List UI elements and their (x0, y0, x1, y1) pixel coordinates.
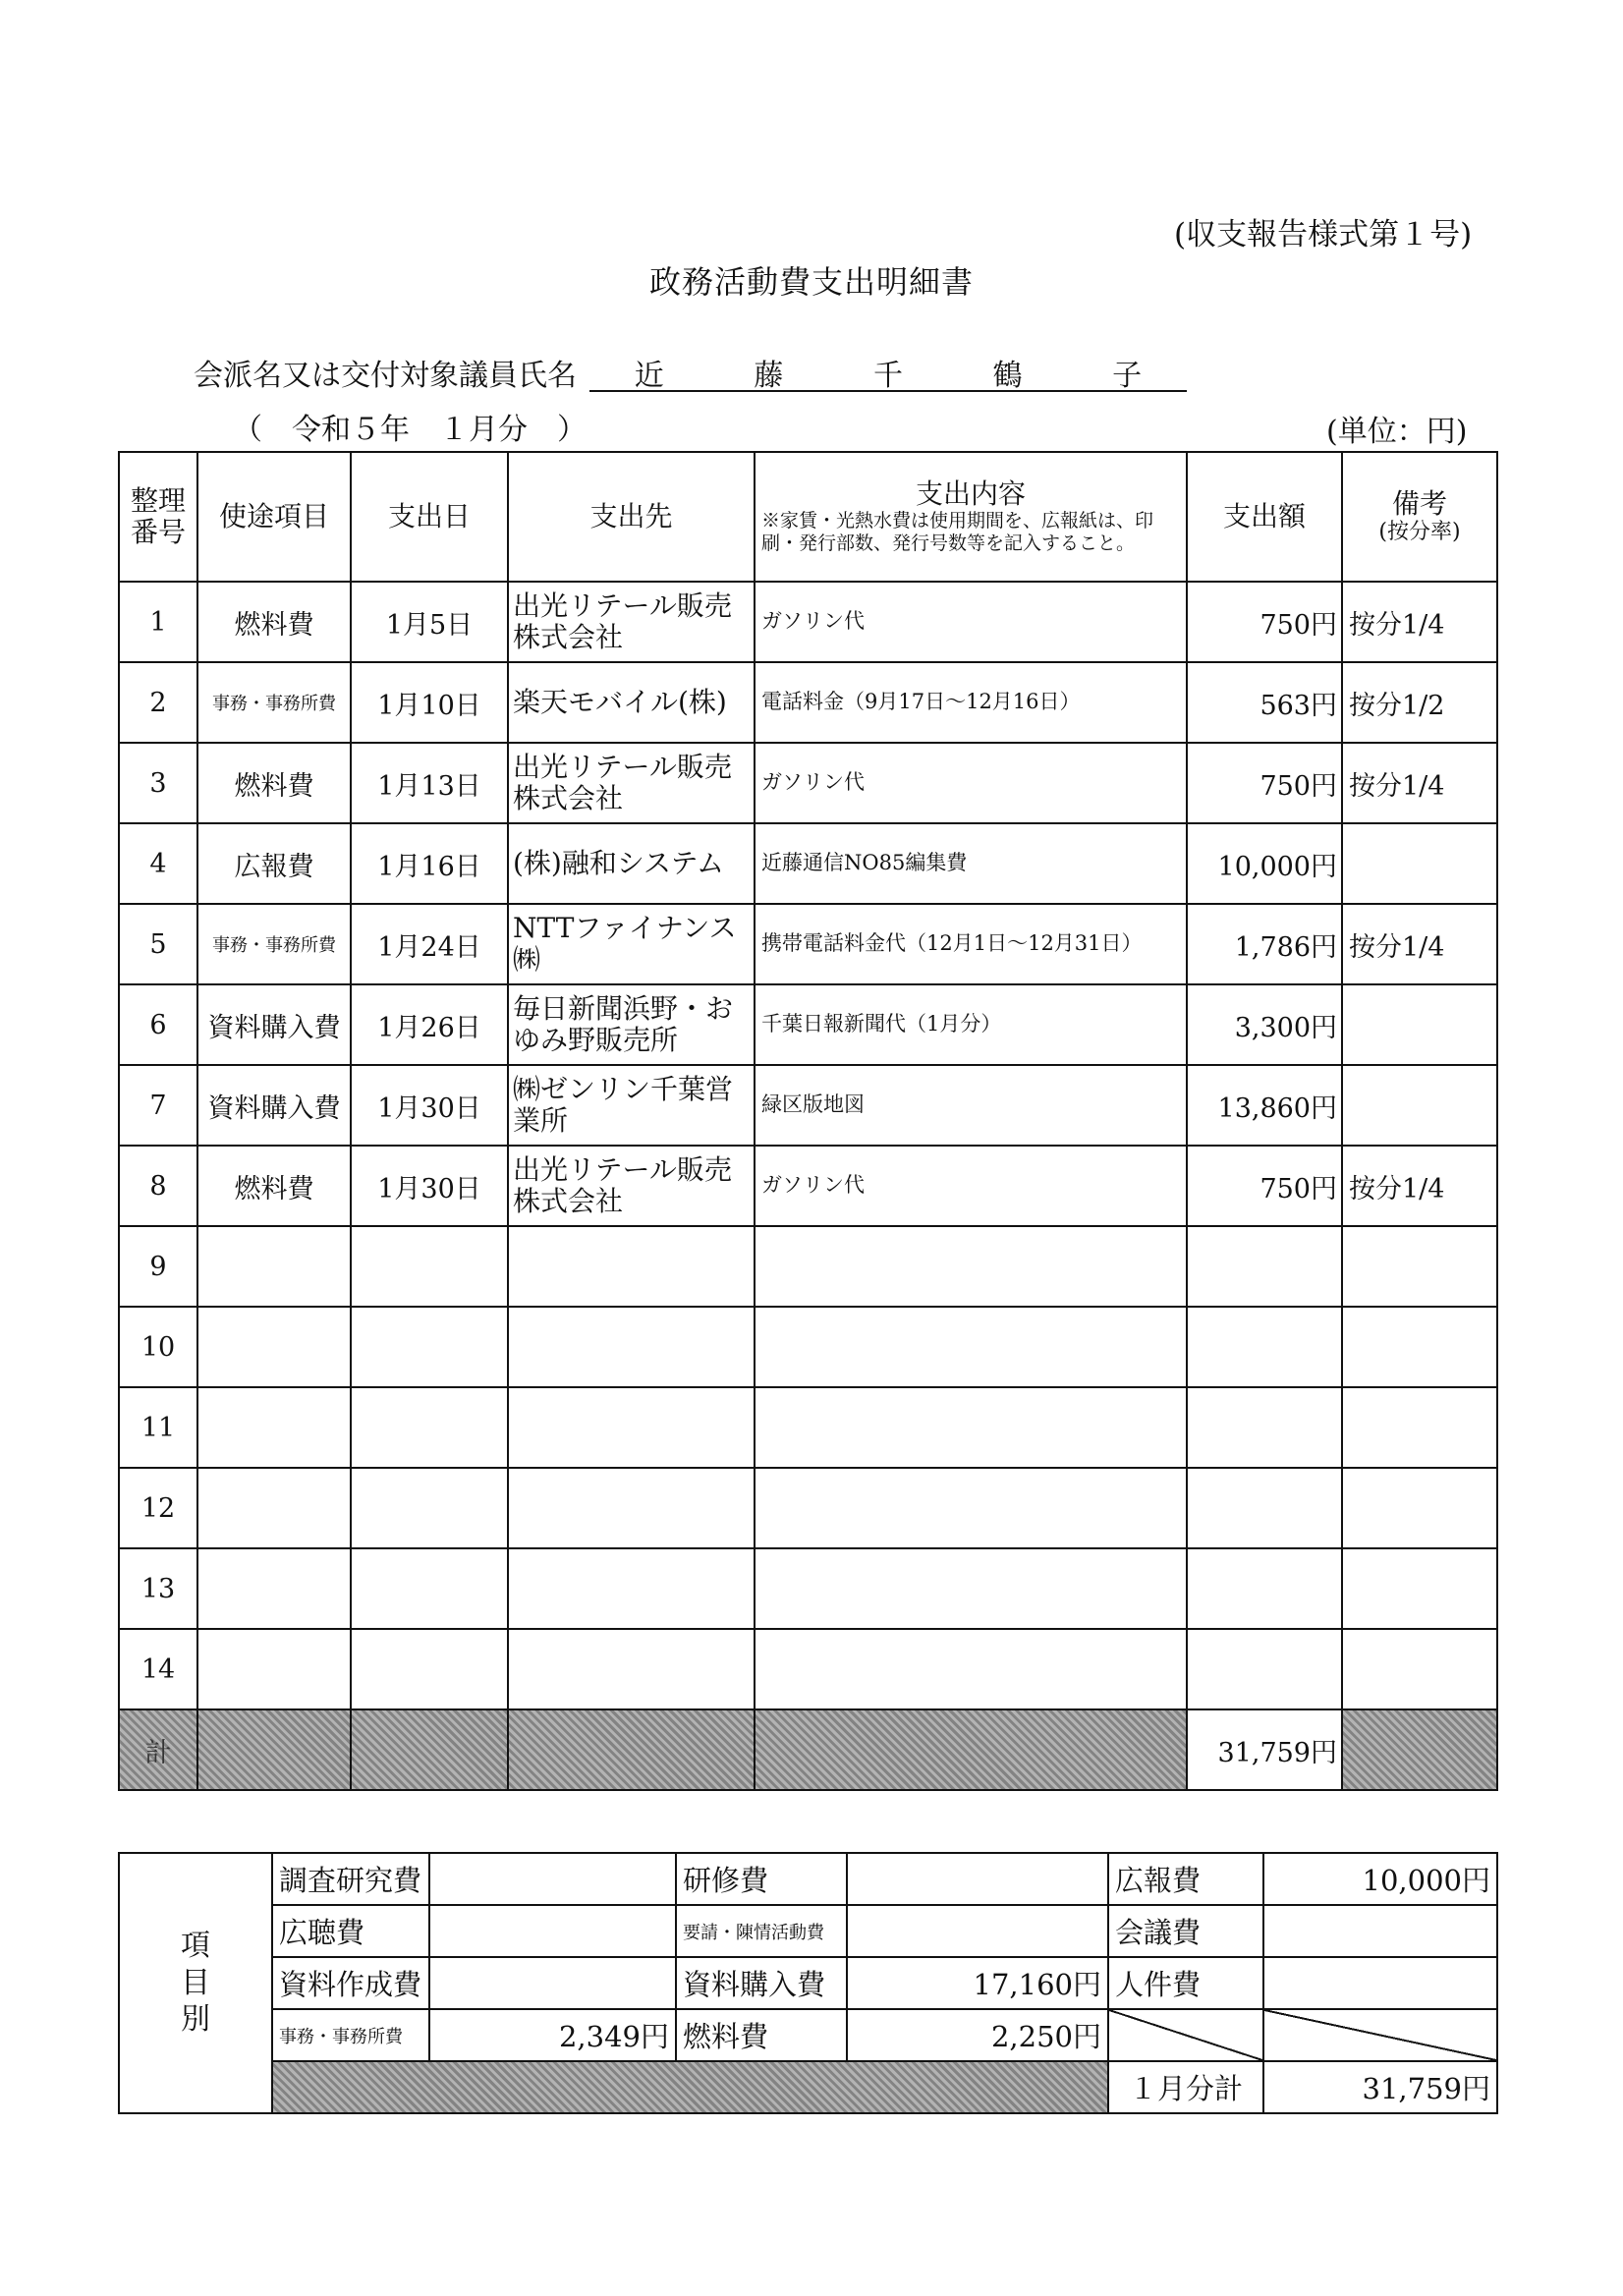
materials-purchase-value: 17,160円 (847, 1957, 1108, 2009)
table-row (119, 662, 1497, 743)
row-payee: ㈱ゼンリン千葉営業所 (508, 1065, 755, 1146)
row-cell (351, 1468, 508, 1548)
fuel-value: 2,250円 (847, 2009, 1108, 2061)
row-no: 12 (119, 1468, 197, 1548)
row-note (1342, 823, 1497, 904)
row-content: 緑区版地図 (755, 1065, 1187, 1146)
summary-side-label (119, 1853, 272, 2113)
row-cell (508, 1548, 755, 1629)
row-cell (1342, 1548, 1497, 1629)
row-date: 1月16日 (351, 823, 508, 904)
row-no: 3 (119, 743, 197, 823)
table-row (119, 984, 1497, 1065)
row-date: 1月30日 (351, 1146, 508, 1226)
row-no: 13 (119, 1548, 197, 1629)
office-label: 事務・事務所費 (272, 2009, 429, 2061)
petition-value (847, 1905, 1108, 1957)
member-name (589, 351, 1187, 392)
row-payee: (株)融和システム (508, 823, 755, 904)
name-char: 鶴 (992, 359, 1023, 393)
row-cell (197, 1629, 351, 1709)
member-name-label: 会派名又は交付対象議員氏名 (194, 359, 577, 393)
header-no: 整理番号 (119, 452, 197, 582)
materials-prep-label: 資料作成費 (272, 1957, 429, 2009)
materials-prep-value (429, 1957, 676, 2009)
meeting-label: 会議費 (1108, 1905, 1263, 1957)
row-note: 按分1/4 (1342, 904, 1497, 984)
row-no: 14 (119, 1629, 197, 1709)
row-cell (351, 1387, 508, 1468)
materials-purchase-label: 資料購入費 (676, 1957, 847, 2009)
row-cell (1342, 1387, 1497, 1468)
row-date: 1月24日 (351, 904, 508, 984)
row-cell (755, 1468, 1187, 1548)
row-cell (508, 1307, 755, 1387)
summary-row (119, 1905, 1497, 1957)
row-payee: 毎日新聞浜野・おゆみ野販売所 (508, 984, 755, 1065)
side-char: 別 (181, 2002, 210, 2038)
row-note (1342, 984, 1497, 1065)
research-value (429, 1853, 676, 1905)
expense-table (118, 451, 1498, 1791)
header-content (755, 452, 1187, 582)
name-char: 近 (634, 359, 664, 393)
row-cell (1187, 1387, 1342, 1468)
row-cell (351, 1307, 508, 1387)
row-category: 資料購入費 (197, 1065, 351, 1146)
row-payee: 出光リテール販売株式会社 (508, 582, 755, 662)
row-cell (1342, 1629, 1497, 1709)
row-note (1342, 1065, 1497, 1146)
training-value (847, 1853, 1108, 1905)
name-char: 藤 (754, 359, 784, 393)
row-amount: 1,786円 (1187, 904, 1342, 984)
row-no: 7 (119, 1065, 197, 1146)
row-cell (508, 1226, 755, 1307)
row-cell (508, 1468, 755, 1548)
shaded-cell (755, 1709, 1187, 1790)
side-char: 項 (181, 1929, 210, 1964)
row-cell (1342, 1226, 1497, 1307)
category-summary-table (118, 1852, 1498, 2114)
row-date: 1月13日 (351, 743, 508, 823)
table-row (119, 1307, 1497, 1387)
content-note: ※家賃・光熱水費は使用期間を、広報紙は、印刷・発行部数、発行号数等を記入すること。 (761, 510, 1154, 555)
row-payee: 楽天モバイル(株) (508, 662, 755, 743)
header-category: 使途項目 (197, 452, 351, 582)
row-cell (351, 1226, 508, 1307)
row-no: 2 (119, 662, 197, 743)
row-date: 1月26日 (351, 984, 508, 1065)
row-content: 携帯電話料金代（12月1日～12月31日） (755, 904, 1187, 984)
table-row (119, 1146, 1497, 1226)
row-amount: 750円 (1187, 1146, 1342, 1226)
header-amount: 支出額 (1187, 452, 1342, 582)
row-cell (351, 1629, 508, 1709)
row-cell (197, 1468, 351, 1548)
row-cell (508, 1387, 755, 1468)
row-cell (1187, 1468, 1342, 1548)
row-cell (755, 1629, 1187, 1709)
personnel-value (1263, 1957, 1497, 2009)
row-content: 電話料金（9月17日～12月16日） (755, 662, 1187, 743)
table-row (119, 1629, 1497, 1709)
row-no: 10 (119, 1307, 197, 1387)
shaded-cell (272, 2061, 1108, 2113)
row-amount: 3,300円 (1187, 984, 1342, 1065)
pr-value: 10,000円 (1263, 1853, 1497, 1905)
row-payee: 出光リテール販売株式会社 (508, 1146, 755, 1226)
row-category: 広報費 (197, 823, 351, 904)
training-label: 研修費 (676, 1853, 847, 1905)
header-payee: 支出先 (508, 452, 755, 582)
row-amount: 750円 (1187, 582, 1342, 662)
row-note: 按分1/4 (1342, 582, 1497, 662)
row-cell (755, 1307, 1187, 1387)
row-no: 6 (119, 984, 197, 1065)
table-header-row (119, 452, 1497, 582)
summary-row (119, 2009, 1497, 2061)
shaded-cell (1342, 1709, 1497, 1790)
row-category: 事務・事務所費 (197, 662, 351, 743)
row-note: 按分1/4 (1342, 743, 1497, 823)
name-char: 千 (872, 359, 903, 393)
note-title: 備考 (1391, 487, 1447, 521)
row-date: 1月5日 (351, 582, 508, 662)
row-category: 燃料費 (197, 1146, 351, 1226)
note-subtitle: (按分率) (1378, 520, 1461, 545)
research-label: 調査研究費 (272, 1853, 429, 1905)
row-cell (1342, 1307, 1497, 1387)
crossed-out-cell (1263, 2009, 1497, 2061)
summary-row (119, 1853, 1497, 1905)
header-note (1342, 452, 1497, 582)
side-char: 目 (181, 1965, 210, 2000)
row-category: 燃料費 (197, 743, 351, 823)
row-cell (1187, 1307, 1342, 1387)
name-char: 子 (1112, 359, 1143, 393)
row-note: 按分1/2 (1342, 662, 1497, 743)
total-amount: 31,759円 (1187, 1709, 1342, 1790)
row-category: 事務・事務所費 (197, 904, 351, 984)
pr-label: 広報費 (1108, 1853, 1263, 1905)
row-cell (1187, 1548, 1342, 1629)
row-payee: 出光リテール販売株式会社 (508, 743, 755, 823)
report-period: （ 令和５年 １月分 ） (233, 413, 587, 447)
monthly-total-value: 31,759円 (1263, 2061, 1497, 2113)
row-payee: NTTファイナンス㈱ (508, 904, 755, 984)
shaded-cell (351, 1709, 508, 1790)
row-cell (1187, 1226, 1342, 1307)
form-number: (収支報告様式第１号) (1174, 217, 1473, 252)
row-cell (1187, 1629, 1342, 1709)
fuel-label: 燃料費 (676, 2009, 847, 2061)
row-no: 5 (119, 904, 197, 984)
row-cell (755, 1548, 1187, 1629)
row-amount: 563円 (1187, 662, 1342, 743)
table-row (119, 823, 1497, 904)
monthly-total-label: １月分計 (1108, 2061, 1263, 2113)
hearing-label: 広聴費 (272, 1905, 429, 1957)
table-row (119, 1387, 1497, 1468)
row-cell (197, 1387, 351, 1468)
row-content: ガソリン代 (755, 743, 1187, 823)
row-cell (1342, 1468, 1497, 1548)
petition-label: 要請・陳情活動費 (676, 1905, 847, 1957)
meeting-value (1263, 1905, 1497, 1957)
table-row (119, 904, 1497, 984)
row-cell (755, 1387, 1187, 1468)
row-category: 資料購入費 (197, 984, 351, 1065)
row-cell (197, 1307, 351, 1387)
table-row (119, 1226, 1497, 1307)
total-row (119, 1709, 1497, 1790)
row-date: 1月10日 (351, 662, 508, 743)
row-content: ガソリン代 (755, 1146, 1187, 1226)
row-date: 1月30日 (351, 1065, 508, 1146)
hearing-value (429, 1905, 676, 1957)
office-value: 2,349円 (429, 2009, 676, 2061)
row-cell (197, 1548, 351, 1629)
shaded-cell (197, 1709, 351, 1790)
row-no: 9 (119, 1226, 197, 1307)
row-cell (197, 1226, 351, 1307)
row-no: 4 (119, 823, 197, 904)
row-cell (351, 1548, 508, 1629)
table-row (119, 743, 1497, 823)
table-row (119, 1468, 1497, 1548)
row-content: ガソリン代 (755, 582, 1187, 662)
crossed-out-cell (1108, 2009, 1263, 2061)
row-amount: 13,860円 (1187, 1065, 1342, 1146)
row-amount: 10,000円 (1187, 823, 1342, 904)
table-row (119, 582, 1497, 662)
header-date: 支出日 (351, 452, 508, 582)
shaded-cell (508, 1709, 755, 1790)
row-cell (508, 1629, 755, 1709)
currency-unit: (単位：円) (1326, 415, 1468, 449)
total-label: 計 (119, 1709, 197, 1790)
row-category: 燃料費 (197, 582, 351, 662)
row-amount: 750円 (1187, 743, 1342, 823)
row-content: 近藤通信NO85編集費 (755, 823, 1187, 904)
table-row (119, 1548, 1497, 1629)
row-content: 千葉日報新聞代（1月分） (755, 984, 1187, 1065)
row-no: 1 (119, 582, 197, 662)
summary-row (119, 2061, 1497, 2113)
table-row (119, 1065, 1497, 1146)
row-note: 按分1/4 (1342, 1146, 1497, 1226)
row-no: 11 (119, 1387, 197, 1468)
summary-row (119, 1957, 1497, 2009)
personnel-label: 人件費 (1108, 1957, 1263, 2009)
document-title: 政務活動費支出明細書 (648, 263, 974, 301)
content-title: 支出内容 (915, 477, 1026, 511)
row-cell (755, 1226, 1187, 1307)
row-no: 8 (119, 1146, 197, 1226)
